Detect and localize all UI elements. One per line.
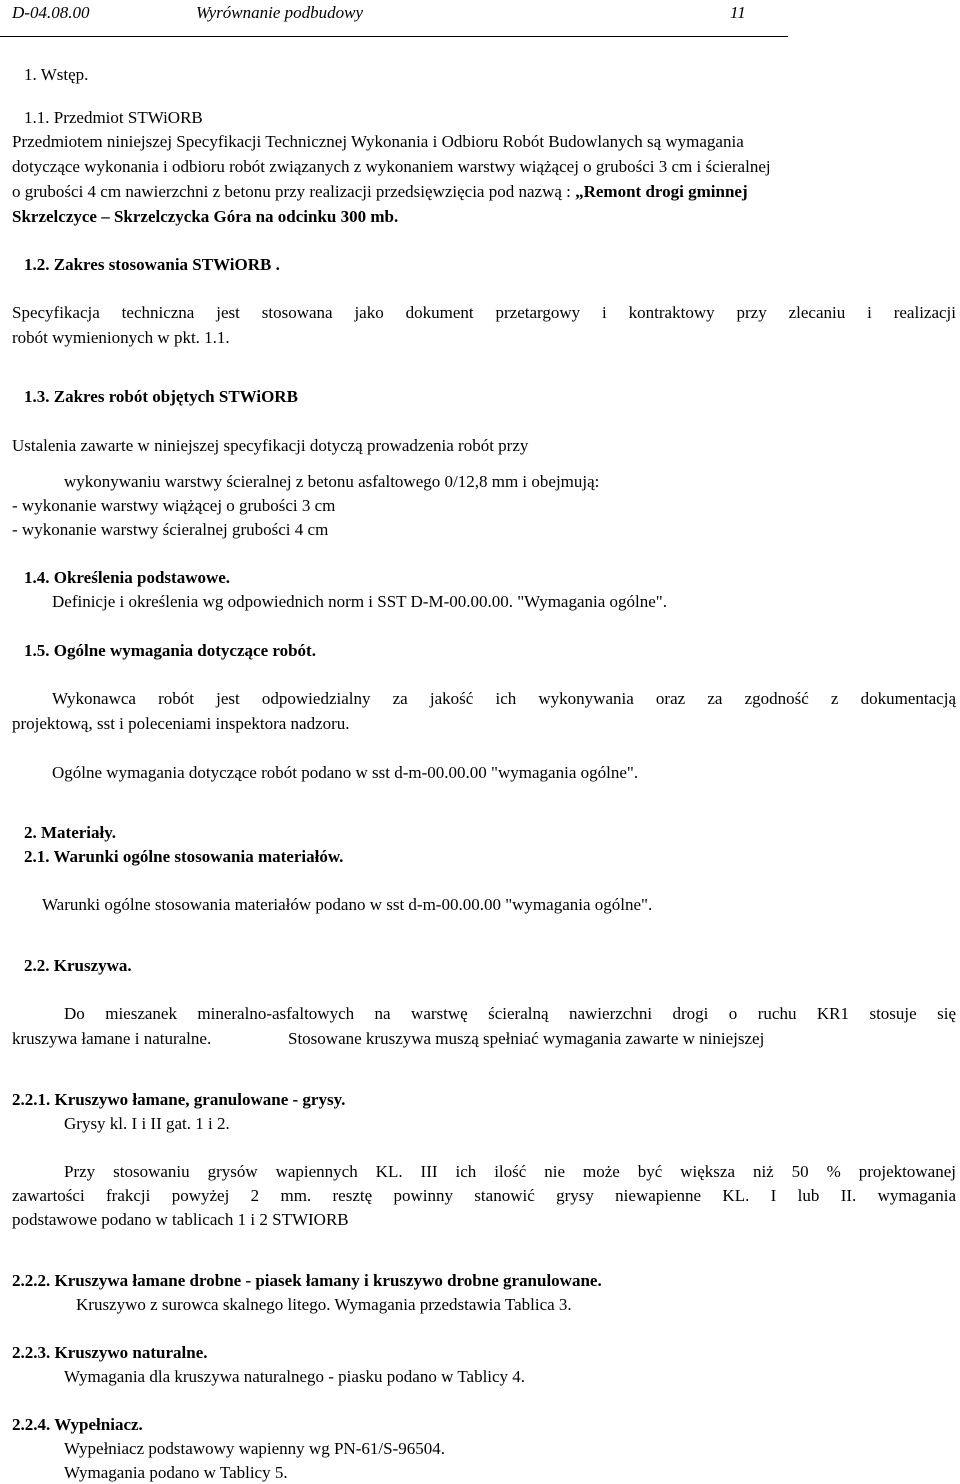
section-1-3-line-1: Ustalenia zawarte w niniejszej specyfikacji dotyczą prowadzenia robót przy [12,436,529,455]
project-name-start: „Remont drogi gminnej [575,182,748,201]
section-1-3-item-1: - wykonanie warstwy wiążącej o grubości 3 cm [12,496,336,515]
section-2-2-1-line-4: podstawowe podano w tablicach 1 i 2 STWIORB [12,1210,349,1229]
header-title: Wyrównanie podbudowy [196,3,364,22]
section-1-5-line-3: Ogólne wymagania dotyczące robót podano w sst d-m-00.00.00 "wymagania ogólne". [52,763,639,782]
section-1-2-line-2: robót wymienionych w pkt. 1.1. [12,328,230,347]
section-1-4-heading: 1.4. Określenia podstawowe. [24,568,231,587]
section-1-3-heading: 1.3. Zakres robót objętych STWiORB [24,387,298,406]
section-1-1-heading: 1.1. Przedmiot STWiORB [24,108,203,127]
section-1-3-line-2: wykonywaniu warstwy ścieralnej z betonu asfaltowego 0/12,8 mm i obejmują: [64,472,600,491]
header-code: D-04.08.00 [12,3,90,22]
section-2-2-4-heading: 2.2.4. Wypełniacz. [12,1415,143,1434]
section-1-1-line-1: Przedmiotem niniejszej Specyfikacji Technicznej Wykonania i Odbioru Robót Budowlanych są wymagania [12,132,744,151]
section-1-3-item-2: - wykonanie warstwy ścieralnej grubości 4 cm [12,520,329,539]
section-1-2-line-1: Specyfikacja techniczna jest stosowana jako dokument przetargowy i kontraktowy przy zlecaniu i realizacji [12,303,956,322]
section-2-2-1-heading: 2.2.1. Kruszywo łamane, granulowane - grysy. [12,1090,346,1109]
section-2-2-1-line-2: Przy stosowaniu grysów wapiennych KL. III ich ilość nie może być większa niż 50 % projektowanej [64,1162,956,1181]
section-1-heading: 1. Wstęp. [24,65,89,84]
section-2-2-line-2a: kruszywa łamane i naturalne. [12,1029,212,1048]
section-2-2-heading: 2.2. Kruszywa. [24,956,132,975]
header-rule [0,36,788,37]
section-2-2-2-line-1: Kruszywo z surowca skalnego litego. Wymagania przedstawia Tablica 3. [76,1295,572,1314]
section-2-2-3-heading: 2.2.3. Kruszywo naturalne. [12,1343,208,1362]
section-2-2-1-line-1: Grysy kl. I i II gat. 1 i 2. [64,1114,230,1133]
section-1-2-heading: 1.2. Zakres stosowania STWiORB . [24,255,280,274]
section-1-5-heading: 1.5. Ogólne wymagania dotyczące robót. [24,641,316,660]
section-1-1-line-3 [12,181,748,203]
section-1-1-line-2: dotyczące wykonania i odbioru robót związanych z wykonaniem warstwy wiążącej o grubości 3 cm i ścieralnej [12,157,771,176]
section-1-4-line-1: Definicje i określenia wg odpowiednich norm i SST D-M-00.00.00. "Wymagania ogólne". [52,592,667,611]
project-name-end: Skrzelczyce – Skrzelczycka Góra na odcinku 300 mb. [12,207,399,226]
section-2-2-1-line-3: zawartości frakcji powyżej 2 mm. resztę powinny stanowić grysy niewapienne KL. I lub II. wymagania [12,1186,956,1205]
section-2-heading: 2. Materiały. [24,823,117,842]
section-1-5-line-2: projektową, sst i poleceniami inspektora nadzoru. [12,714,350,733]
section-2-1-line-1: Warunki ogólne stosowania materiałów podano w sst d-m-00.00.00 "wymagania ogólne". [42,895,653,914]
section-2-1-heading: 2.1. Warunki ogólne stosowania materiałów. [24,847,344,866]
section-1-1-line-3-text: o grubości 4 cm nawierzchni z betonu przy realizacji przedsięwzięcia pod nazwą : [12,182,571,201]
section-2-2-line-1: Do mieszanek mineralno-asfaltowych na warstwę ścieralną nawierzchni drogi o ruchu KR1 stosuje się [64,1004,956,1023]
section-2-2-4-line-1: Wypełniacz podstawowy wapienny wg PN-61/S-96504. [64,1439,445,1458]
section-2-2-4-line-2: Wymagania podano w Tablicy 5. [64,1463,288,1482]
section-2-2-2-heading: 2.2.2. Kruszywa łamane drobne - piasek łamany i kruszywo drobne granulowane. [12,1271,602,1290]
section-2-2-3-line-1: Wymagania dla kruszywa naturalnego - piasku podano w Tablicy 4. [64,1367,526,1386]
header-page-number: 11 [730,3,746,22]
section-2-2-line-2b: Stosowane kruszywa muszą spełniać wymagania zawarte w niniejszej [288,1029,765,1048]
section-1-5-line-1: Wykonawca robót jest odpowiedzialny za jakość ich wykonywania oraz za zgodność z dokumentacją [52,689,956,708]
